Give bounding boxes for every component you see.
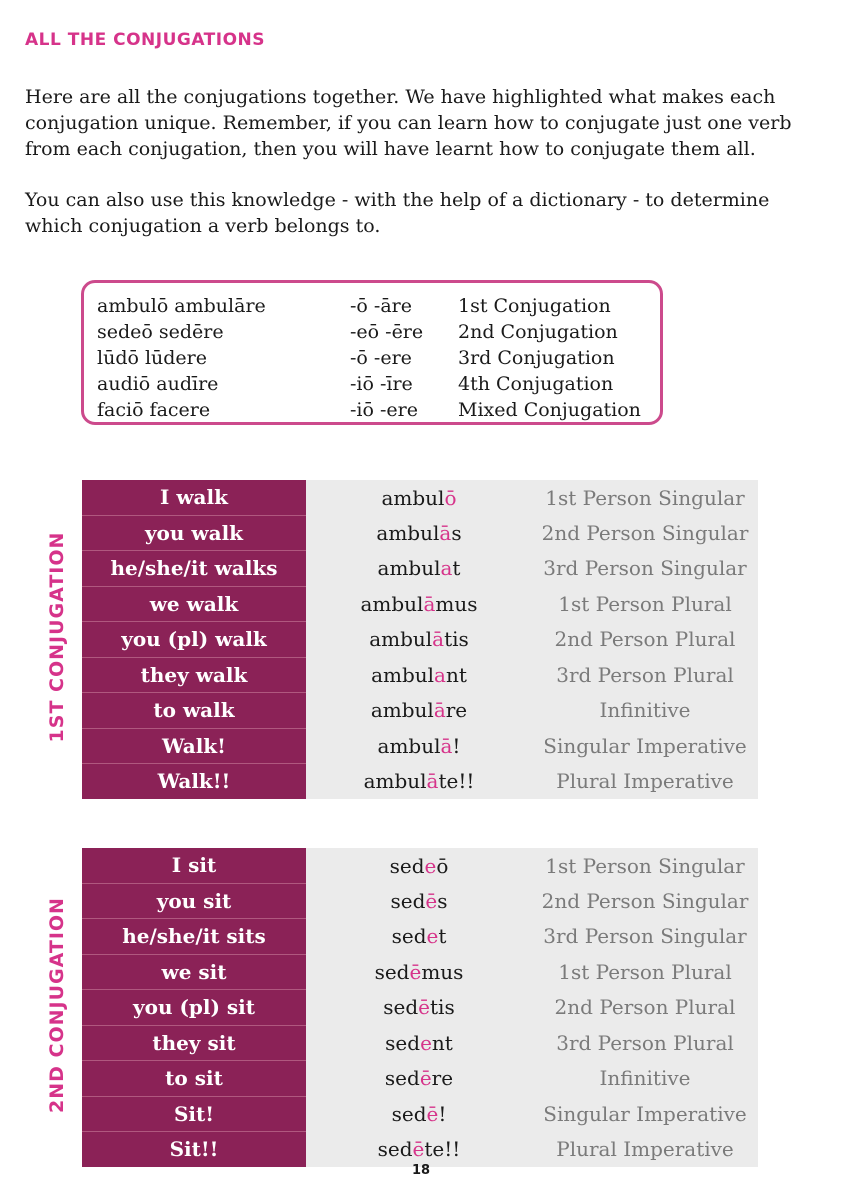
english-cell: you (pl) sit bbox=[82, 990, 306, 1026]
conjugation-summary-box bbox=[81, 280, 663, 425]
latin-cell bbox=[306, 480, 532, 515]
latin-stem: sed bbox=[391, 924, 427, 949]
english-cell: you sit bbox=[82, 883, 306, 919]
conjugation-row bbox=[82, 1096, 758, 1132]
latin-ending-highlight: a bbox=[440, 556, 453, 581]
latin-rest: mus bbox=[435, 591, 478, 616]
english-cell: to walk bbox=[82, 693, 306, 729]
latin-cell bbox=[306, 586, 532, 622]
grammar-cell: 1st Person Singular bbox=[532, 848, 758, 883]
latin-cell bbox=[306, 1061, 532, 1097]
conjugation-row bbox=[82, 1025, 758, 1061]
latin-rest: mus bbox=[421, 959, 464, 984]
latin-rest: ! bbox=[438, 1101, 447, 1126]
conjugation-row bbox=[82, 848, 758, 883]
summary-verb: lūdō lūdere bbox=[97, 347, 208, 369]
second-conjugation-label: 2ND CONJUGATION bbox=[46, 897, 68, 1113]
summary-endings: -iō -ere bbox=[350, 399, 418, 421]
conjugation-row bbox=[82, 1061, 758, 1097]
latin-ending-highlight: ā bbox=[439, 520, 452, 545]
latin-ending-highlight: e bbox=[426, 924, 439, 949]
latin-cell bbox=[306, 657, 532, 693]
english-cell: Walk! bbox=[82, 728, 306, 764]
latin-cell bbox=[306, 1096, 532, 1132]
latin-ending-highlight: ā bbox=[432, 627, 445, 652]
latin-rest: t bbox=[438, 924, 447, 949]
english-cell: he/she/it sits bbox=[82, 919, 306, 955]
latin-rest: nt bbox=[445, 662, 467, 687]
summary-conjugation: 2nd Conjugation bbox=[458, 321, 618, 343]
latin-stem: sed bbox=[384, 1066, 420, 1091]
second-conjugation-table bbox=[82, 848, 758, 1167]
page-heading: ALL THE CONJUGATIONS bbox=[25, 30, 266, 50]
conjugation-row bbox=[82, 551, 758, 587]
grammar-cell: 3rd Person Plural bbox=[532, 657, 758, 693]
english-cell: I walk bbox=[82, 480, 306, 515]
grammar-cell: 2nd Person Singular bbox=[532, 883, 758, 919]
latin-stem: ambul bbox=[370, 698, 434, 723]
latin-cell bbox=[306, 919, 532, 955]
summary-verb: ambulō ambulāre bbox=[97, 295, 266, 317]
latin-ending-highlight: ē bbox=[409, 959, 422, 984]
latin-ending-highlight: ē bbox=[412, 1137, 425, 1161]
latin-ending-highlight: ō bbox=[444, 485, 457, 510]
conjugation-row bbox=[82, 693, 758, 729]
latin-ending-highlight: ē bbox=[426, 1101, 439, 1126]
latin-ending-highlight: a bbox=[434, 662, 446, 687]
latin-rest: re bbox=[431, 1066, 454, 1091]
latin-rest: te!! bbox=[424, 1137, 461, 1161]
summary-verb: faciō facere bbox=[97, 399, 211, 421]
latin-stem: sed bbox=[389, 853, 425, 878]
latin-cell bbox=[306, 990, 532, 1026]
latin-rest: s bbox=[437, 888, 448, 913]
summary-endings: -ō -ere bbox=[350, 347, 412, 369]
first-conjugation-label: 1ST CONJUGATION bbox=[46, 531, 68, 743]
latin-stem: sed bbox=[385, 1030, 421, 1055]
summary-endings: -eō -ēre bbox=[350, 321, 424, 343]
latin-ending-highlight: ē bbox=[425, 888, 438, 913]
conjugation-row bbox=[82, 1132, 758, 1167]
page-number: 18 bbox=[411, 1163, 431, 1178]
latin-cell bbox=[306, 728, 532, 764]
latin-cell bbox=[306, 551, 532, 587]
latin-ending-highlight: ā bbox=[440, 733, 453, 758]
latin-cell bbox=[306, 1132, 532, 1167]
grammar-cell: Singular Imperative bbox=[532, 728, 758, 764]
english-cell: Walk!! bbox=[82, 764, 306, 799]
english-cell: they sit bbox=[82, 1025, 306, 1061]
latin-cell bbox=[306, 954, 532, 990]
grammar-cell: Infinitive bbox=[532, 693, 758, 729]
latin-stem: ambul bbox=[360, 591, 424, 616]
summary-endings: -ō -āre bbox=[350, 295, 412, 317]
summary-endings: -iō -īre bbox=[350, 373, 413, 395]
english-cell: to sit bbox=[82, 1061, 306, 1097]
conjugation-row bbox=[82, 515, 758, 551]
conjugation-row bbox=[82, 586, 758, 622]
english-cell: you (pl) walk bbox=[82, 622, 306, 658]
english-cell: we sit bbox=[82, 954, 306, 990]
grammar-cell: 1st Person Singular bbox=[532, 480, 758, 515]
latin-cell bbox=[306, 622, 532, 658]
conjugation-row bbox=[82, 954, 758, 990]
latin-stem: ambul bbox=[371, 662, 435, 687]
summary-conjugation: 4th Conjugation bbox=[458, 373, 614, 395]
conjugation-row bbox=[82, 919, 758, 955]
grammar-cell: 3rd Person Singular bbox=[532, 551, 758, 587]
latin-stem: sed bbox=[374, 959, 410, 984]
english-cell: I sit bbox=[82, 848, 306, 883]
grammar-cell: 2nd Person Singular bbox=[532, 515, 758, 551]
grammar-cell: Singular Imperative bbox=[532, 1096, 758, 1132]
first-conjugation-table bbox=[82, 480, 758, 799]
latin-rest: t bbox=[452, 556, 461, 581]
grammar-cell: 3rd Person Plural bbox=[532, 1025, 758, 1061]
english-cell: you walk bbox=[82, 515, 306, 551]
summary-conjugation: 3rd Conjugation bbox=[458, 347, 615, 369]
english-cell: he/she/it walks bbox=[82, 551, 306, 587]
conjugation-row bbox=[82, 657, 758, 693]
latin-ending-highlight: e bbox=[424, 853, 437, 878]
latin-stem: sed bbox=[383, 995, 419, 1020]
latin-cell bbox=[306, 883, 532, 919]
latin-rest: ! bbox=[452, 733, 461, 758]
latin-stem: ambul bbox=[369, 627, 433, 652]
grammar-cell: 2nd Person Plural bbox=[532, 622, 758, 658]
latin-rest: te!! bbox=[438, 769, 475, 793]
latin-stem: sed bbox=[391, 1101, 427, 1126]
summary-conjugation: 1st Conjugation bbox=[458, 295, 611, 317]
conjugation-row bbox=[82, 764, 758, 799]
conjugation-row bbox=[82, 622, 758, 658]
latin-stem: sed bbox=[390, 888, 426, 913]
conjugation-row bbox=[82, 990, 758, 1026]
grammar-cell: Plural Imperative bbox=[532, 764, 758, 799]
conjugation-row bbox=[82, 728, 758, 764]
grammar-cell: 3rd Person Singular bbox=[532, 919, 758, 955]
latin-ending-highlight: e bbox=[420, 1030, 432, 1055]
latin-stem: sed bbox=[377, 1137, 413, 1161]
summary-verb: sedeō sedēre bbox=[97, 321, 224, 343]
grammar-cell: Infinitive bbox=[532, 1061, 758, 1097]
english-cell: Sit! bbox=[82, 1096, 306, 1132]
conjugation-row bbox=[82, 883, 758, 919]
latin-cell bbox=[306, 515, 532, 551]
latin-cell bbox=[306, 848, 532, 883]
latin-ending-highlight: ē bbox=[419, 1066, 432, 1091]
latin-cell bbox=[306, 693, 532, 729]
latin-rest: re bbox=[445, 698, 468, 723]
latin-rest: ō bbox=[436, 853, 449, 878]
latin-stem: ambul bbox=[377, 733, 441, 758]
grammar-cell: Plural Imperative bbox=[532, 1132, 758, 1167]
latin-cell bbox=[306, 1025, 532, 1061]
english-cell: Sit!! bbox=[82, 1132, 306, 1167]
latin-rest: nt bbox=[431, 1030, 453, 1055]
grammar-cell: 2nd Person Plural bbox=[532, 990, 758, 1026]
latin-ending-highlight: ā bbox=[433, 698, 446, 723]
latin-cell bbox=[306, 764, 532, 799]
intro-paragraph-1: Here are all the conjugations together. We have highlighted what makes each conjugation unique. Remember, if you can learn how to conjugate just one verb from each conjugation, then you will have learnt how to conjugate them all. bbox=[25, 86, 792, 160]
latin-ending-highlight: ā bbox=[426, 769, 439, 793]
intro-paragraph-2: You can also use this knowledge - with the help of a dictionary - to determine which conjugation a verb belongs to. bbox=[25, 189, 770, 237]
english-cell: we walk bbox=[82, 586, 306, 622]
summary-verb: audiō audīre bbox=[97, 373, 219, 395]
summary-conjugation: Mixed Conjugation bbox=[458, 399, 641, 421]
grammar-cell: 1st Person Plural bbox=[532, 586, 758, 622]
latin-rest: tis bbox=[444, 627, 469, 652]
latin-stem: ambul bbox=[363, 769, 427, 793]
latin-rest: tis bbox=[430, 995, 455, 1020]
latin-ending-highlight: ē bbox=[418, 995, 431, 1020]
latin-rest: s bbox=[451, 520, 462, 545]
latin-stem: ambul bbox=[381, 485, 445, 510]
english-cell: they walk bbox=[82, 657, 306, 693]
latin-stem: ambul bbox=[377, 556, 441, 581]
latin-ending-highlight: ā bbox=[423, 591, 436, 616]
grammar-cell: 1st Person Plural bbox=[532, 954, 758, 990]
latin-stem: ambul bbox=[376, 520, 440, 545]
conjugation-row bbox=[82, 480, 758, 515]
